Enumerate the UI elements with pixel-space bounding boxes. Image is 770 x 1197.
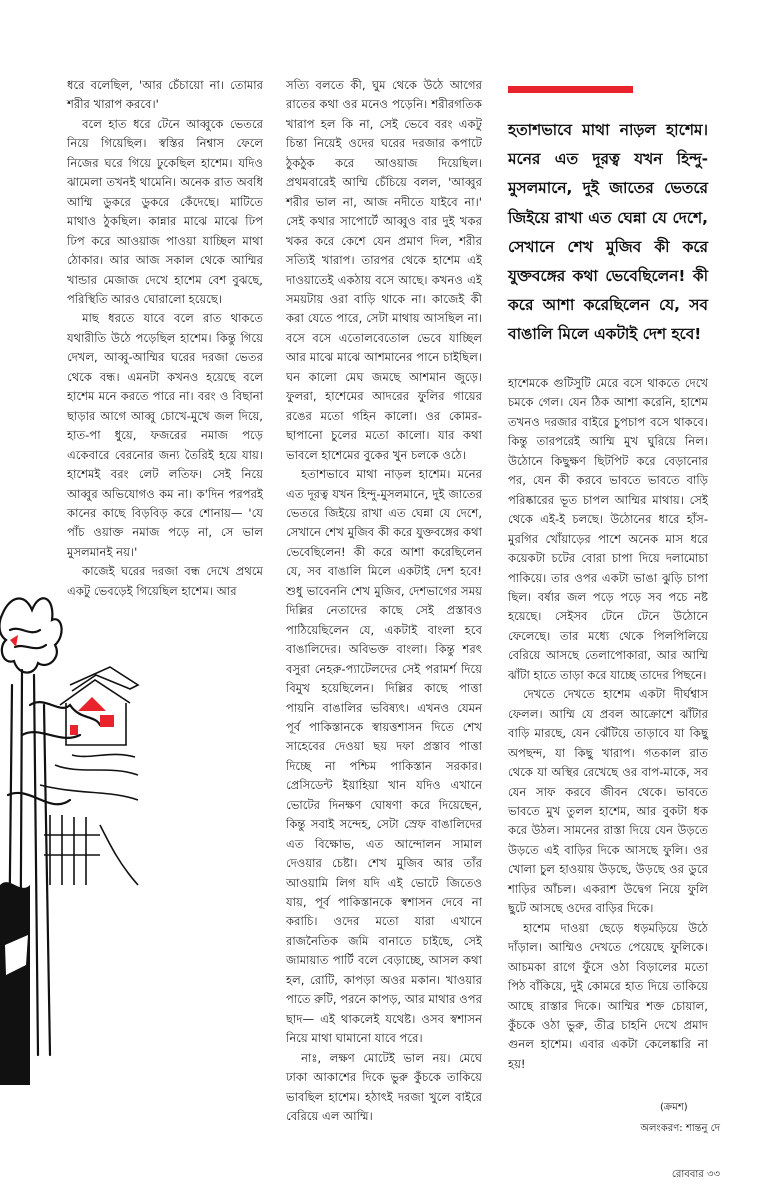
continued-mark: (ক্রমশ) (660, 1102, 688, 1113)
pull-quote-accent-bar (508, 86, 633, 93)
illustration-credit: অলংকরণ: শান্তনু দে (640, 1123, 720, 1134)
paragraph: হাশেম দাওয়া ছেড়ে ধড়মড়িয়ে উঠে দাঁড়াল। আম্মিও দেখতে পেয়েছে ফুলিকে। আচমকা রাগে ফুঁসে ওঠা বিড়ালের মতো পিঠ বাঁকিয়ে, দুই কোমরে হাত দিয়ে তাকিয়ে আছে রাস্তার দিকে। আম্মির শক্ত চোয়াল, কুঁচকে ওঠা ভুরু, তীব্র চাহনি দেখে প্রমাদ গুনল হাশেম। এবার একটা কেলেঙ্কারি না হয়! (508, 920, 708, 1071)
paragraph: কাজেই ঘরের দরজা বন্ধ দেখে প্রথমে একটু ভেবড়েই গিয়েছিল হাশেম। আর (67, 564, 263, 598)
paragraph: বলে হাত ধরে টেনে আব্বুকে ভেতরে নিয়ে গিয়েছিল। স্বস্তির নিশ্বাস ফেলে নিজের ঘরে গিয়ে ঢুকেছিল হাশেম। যদিও ঝামেলা তখনই থামেনি। অনেক রাত অবধি আম্মি ডুকরে ডুকরে কেঁদেছে। মাটিতে মাথাও ঠুকছিল। কান্নার মাঝে মাঝে ঢিপ ঢিপ করে আওয়াজ পাওয়া যাচ্ছিল মাথা ঠোকার। আর আজ সকাল থেকে আম্মির খান্ডার মেজাজ দেখে হাশেম বেশ বুঝছে, পরিস্থিতি আরও ঘোরালো হয়েছে। (67, 116, 263, 306)
page-folio: রোববার ৩৩ (671, 1169, 720, 1180)
paragraph: হতাশভাবে মাথা নাড়ল হাশেম। মনের এত দূরত্ব যখন হিন্দু-মুসলমানে, দুই জাতের ভেতরে জিইয়ে রাখা এত ঘেন্না যে দেশে, সেখানে শেখ মুজিব কী করে যুক্তবঙ্গের কথা ভেবেছিলেন! কী করে আশা করেছিলেন যে, সব বাঙালি মিলে একটাই দেশ হবে! শুধু ভাবেননি শেখ মুজিব, দেশভাগের সময় দিল্লির নেতাদের কাছে সেই প্রস্তাবও পাঠিয়েছিলেন যে, একটাই বাংলা হবে বাঙালিদের। অবিভক্ত বাংলা। কিন্তু শরৎ বসুরা নেহরু-প্যাটেলদের সেই পরামর্শ দিয়ে বিমুখ হয়েছিলেন। দিল্লির কাছে পাত্তা পায়নি বাঙালির ভবিষ্যৎ। এখনও যেমন পূর্ব পাকিস্তানকে স্বায়ত্তশাসন দিতে শেখ সাহেবের দেওয়া ছয় দফা প্রস্তাব পাত্তা দিচ্ছে না পশ্চিম পাকিস্তান সরকার। প্রেসিডেন্ট ইয়াহিয়া খান যদিও এখানে ভোটের দিনক্ষণ ঘোষণা করে দিয়েছেন, কিন্তু সবাই সন্দেহ, সেটা স্রেফ বাঙালিদের এত বিক্ষোভ, এত আন্দোলন সামাল দেওয়ার চেষ্টা। শেখ মুজিব আর তাঁর আওয়ামি লিগ যদি এই ভোটে জিতেও যায়, পূর্ব পাকিস্তানকে স্বশাসন দেবে না করাচি। ওদের মতো যারা এখানে রাজনৈতিক জমি বানাতে চাইছে, সেই জামায়াত পার্টি বলে বেড়াচ্ছে, আসল কথা হল, রোটি, কাপড়া অওর মকান। খাওয়ার পাতে রুটি, পরনে কাপড়, আর মাথার ওপর ছাদ— এই থাকলেই যথেষ্ট। ওসব স্বশাসন নিয়ে মাথা ঘামানো যাবে পরে। (286, 467, 482, 1046)
paragraph: সত্যি বলতে কী, ঘুম থেকে উঠে আগের রাতের কথা ওর মনেও পড়েনি। শরীরগতিক খারাপ হল কি না, সেই ভেবে বরং একটু চিন্তা নিয়েই ওদের ঘরের দরজার কপাটে ঠুকঠুক করে আওয়াজ দিয়েছিল। প্রথমবারেই আম্মি চেঁচিয়ে বলল, 'আব্বুর শরীর ভাল না, আজ নদীতে যাইবে না।' সেই কথার সাপোর্টে আব্বুও বার দুই খকর খকর করে কেশে যেন প্রমাণ দিল, শরীর সত্যিই খারাপ। তারপর থেকে হাশেম এই দাওয়াতেই একঠায় বসে আছে। কখনও এই সময়টায় ওরা বাড়ি থাকে না। কাজেই কী করা যেতে পারে, সেটা মাথায় আসছিল না। বসে বসে এতোলবেতোল ভেবে যাচ্ছিল আর মাঝে মাঝে আশমানের পানে চাইছিল। ঘন কালো মেঘ জমছে আশমান জুড়ে। ফুলরা, হাশেমের আদরের ফুলির গায়ের রঙের মতো গহিন কালো। ওর কোমর-ছাপানো চুলের মতো কালো। যার কথা ভাবলে হাশেমের বুকের খুন চলকে ওঠে। (286, 78, 482, 462)
paragraph: মাছ ধরতে যাবে বলে রাত থাকতে যথারীতি উঠে পড়েছিল হাশেম। কিন্তু গিয়ে দেখল, আব্বু-আম্মির ঘরের দরজা ভেতর থেকে বন্ধ। এমনটা কখনও হয়েছে বলে হাশেম মনে করতে পারে না। বরং ও বিছানা ছাড়ার আগে আব্বু চোখে-মুখে জল দিয়ে, হাত-পা ধুয়ে, ফজরের নমাজ পড়ে একেবারে বেরনোর জন্য তৈরিই হয়ে যায়। হাশেমই বরং লেট লতিফ। সেই নিয়ে আব্বুর অভিযোগও কম না। ক'দিন পরপরই কানের কাছে বিড়বিড় করে শোনায়— 'যে পাঁচ ওয়াক্ত নমাজ পড়ে না, সে ভাল মুসলমানই নয়।' (67, 311, 263, 559)
paragraph: ধরে বলেছিল, 'আর চেঁচায়ো না। তোমার শরীর খারাপ করবে।' (67, 78, 263, 112)
pull-quote: হতাশভাবে মাথা নাড়ল হাশেম। মনের এত দূরত্ব যখন হিন্দু-মুসলমানে, দুই জাতের ভেতরে জিইয়ে রাখা এত ঘেন্না যে দেশে, সেখানে শেখ মুজিব কী করে যুক্তবঙ্গের কথা ভেবেছিলেন! কী করে আশা করেছিলেন যে, সব বাঙালি মিলে একটাই দেশ হবে! (508, 121, 708, 344)
paragraph: নাঃ, লক্ষণ মোটেই ভাল নয়। মেঘে ঢাকা আকাশের দিকে ভুরু কুঁচকে তাকিয়ে ভাবছিল হাশেম। হঠাৎই দরজা খুলে বাইরে বেরিয়ে এল আম্মি। (286, 1050, 482, 1124)
village-illustration (0, 585, 140, 1085)
paragraph: হাশেমকে গুটিসুটি মেরে বসে থাকতে দেখে চমকে গেল। যেন ঠিক আশা করেনি, হাশেম তখনও দরজার বাইরে চুপচাপ বসে থাকবে। কিন্তু তারপরেই আম্মি মুখ ঘুরিয়ে নিল। উঠোনে কিছুক্ষণ ছিটপিট করে বেড়ানোর পর, যেন কী করবে ভাবতে ভাবতে বাড়ি পরিষ্কারের ভূত চাপল আম্মির মাথায়। সেই থেকে এই-ই চলছে। উঠোনের ধারে হাঁস-মুরগির খোঁয়াড়ের পাশে অনেক মাস ধরে কয়েকটা চটের বোরা চাপা দিয়ে দলামোচা পাকিয়ে। তার ওপর একটা ভাঙা ঝুড়ি চাপা ছিল। বর্ষার জল পড়ে পড়ে সব পচে নষ্ট হয়েছে। সেইসব টেনে টেনে উঠোনে ফেলেছে। তার মধ্যে থেকে পিলপিলিয়ে বেরিয়ে আসছে তেলাপোকারা, আর আম্মি ঝাঁটা হাতে তাড়া করে যাচ্ছে তাদের পিছনে। (508, 376, 708, 682)
article-column-1 (67, 76, 263, 601)
article-column-2 (286, 76, 482, 1126)
article-column-3 (508, 374, 708, 1074)
paragraph: দেখতে দেখতে হাশেম একটা দীর্ঘশ্বাস ফেলল। আম্মি যে প্রবল আক্রোশে ঝাঁটার বাড়ি মারছে, যেন ঝেঁটিয়ে তাড়াবে যা কিছু অপছন্দ, যা কিছু খারাপ। গতকাল রাত থেকে যা অস্থির রেখেছে ওর বাপ-মাকে, সব যেন সাফ করবে জীবন থেকে। ভাবতে ভাবতে মুখ তুলল হাশেম, আর বুকটা ধক করে উঠল। সামনের রাস্তা দিয়ে যেন উড়তে উড়তে এই বাড়ির দিকে আসছে ফুলি। ওর খোলা চুল হাওয়ায় উড়ছে, উড়ছে ওর ডুরে শাড়ির আঁচল। একরাশ উদ্বেগ নিয়ে ফুলি ছুটে আসছে ওদের বাড়ির দিকে। (508, 687, 708, 916)
